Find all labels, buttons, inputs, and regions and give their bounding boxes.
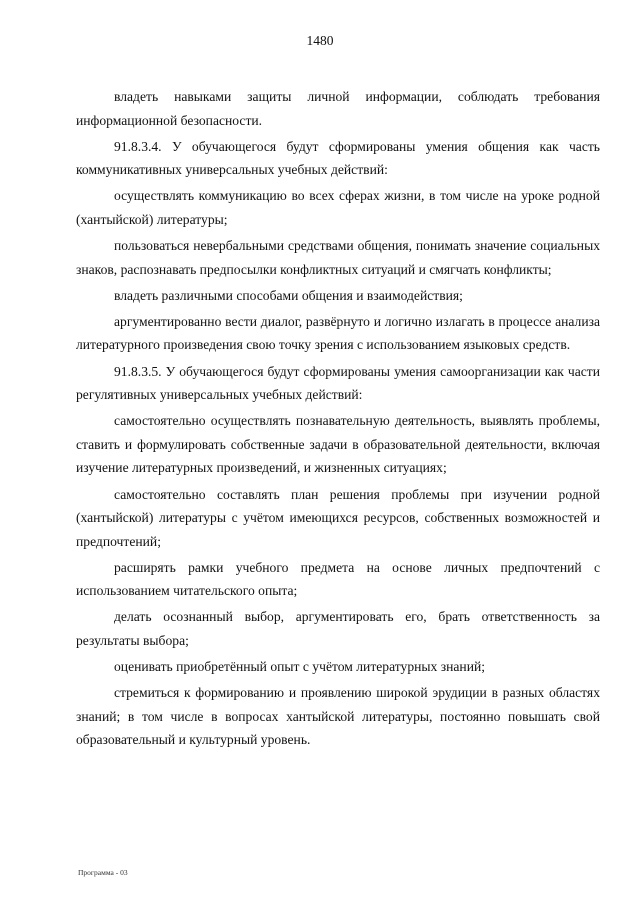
paragraph-8: самостоятельно осуществлять познавательную деятельность, выявлять проблемы, ставить и формулировать собственные задачи в образовательной деятельности, включая изучение литературных произведений, и жизненных ситуациях; — [76, 413, 600, 476]
body-text — [76, 85, 600, 755]
paragraph-12: оценивать приобретённый опыт с учётом литературных знаний; — [114, 659, 486, 675]
paragraph-3: осуществлять коммуникацию во всех сферах жизни, в том числе на уроке родной (хантыйской) литературы; — [76, 188, 600, 227]
paragraph-11: делать осознанный выбор, аргументировать его, брать ответственность за результаты выбора; — [76, 609, 600, 649]
paragraph-9: самостоятельно составлять план решения проблемы при изучении родной (хантыйской) литературы с учётом имеющихся ресурсов, собственных возможностей и предпочтений; — [76, 486, 600, 549]
paragraph-13: стремиться к формированию и проявлению широкой эрудиции в разных областях знаний; в том числе в вопросах хантыйской литературы, постоянно повышать свой образовательный и культурный уровень. — [76, 685, 600, 748]
paragraph-1: владеть навыками защиты личной информации, соблюдать требования информационной безопасности. — [76, 89, 600, 128]
page-number: 1480 — [306, 33, 334, 48]
footer-note: Программа - 03 — [78, 868, 128, 877]
paragraph-6: аргументированно вести диалог, развёрнуто и логично излагать в процессе анализа литературного произведения свою точку зрения с использованием языковых средств. — [76, 313, 600, 353]
paragraph-10: расширять рамки учебного предмета на основе личных предпочтений с использованием читательского опыта; — [76, 559, 600, 599]
paragraph-2: 91.8.3.4. У обучающегося будут сформированы умения общения как часть коммуникативных универсальных учебных действий: — [76, 138, 600, 178]
paragraph-5: владеть различными способами общения и взаимодействия; — [114, 287, 463, 303]
paragraph-7: 91.8.3.5. У обучающегося будут сформированы умения самоорганизации как части регулятивных универсальных учебных действий: — [76, 363, 600, 403]
paragraph-4: пользоваться невербальными средствами общения, понимать значение социальных знаков, распознавать предпосылки конфликтных ситуаций и смягчать конфликты; — [76, 238, 600, 277]
